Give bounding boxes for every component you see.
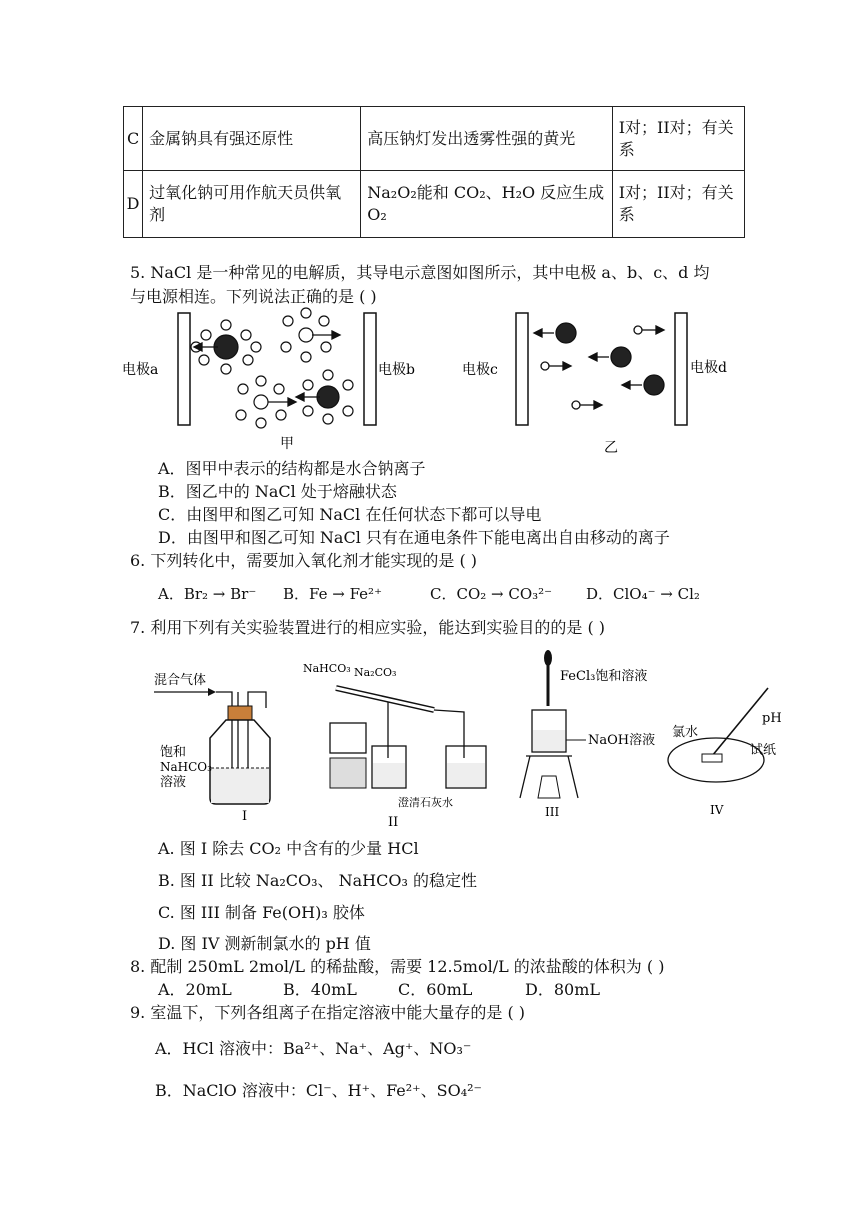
judgement: I对；II对；有关系 — [612, 171, 744, 238]
figure-yi-label: 乙 — [604, 440, 618, 455]
sodium-ion — [556, 323, 576, 343]
comparison-table — [123, 106, 745, 238]
q7-stem: 7. 利用下列有关实验装置进行的相应实验，能达到实验目的的是 ( ) — [130, 618, 606, 637]
q6-option-d: D．ClO₄⁻ → Cl₂ — [586, 585, 700, 603]
ph-paper — [702, 754, 722, 762]
lab-stand-base — [330, 758, 366, 788]
electrode-c-plate — [516, 313, 528, 425]
apparatus-2-label: II — [388, 815, 399, 830]
q9-option-b: B．NaClO 溶液中：Cl⁻、H⁺、Fe²⁺、SO₄²⁻ — [155, 1081, 482, 1100]
apparatus-1-label: I — [242, 809, 248, 824]
q5-figure — [118, 305, 758, 455]
q6-stem: 6. 下列转化中，需要加入氧化剂才能实现的是 ( ) — [130, 551, 478, 570]
test-paper-label: 试纸 — [750, 743, 777, 758]
electrode-d-plate — [675, 313, 687, 425]
apparatus-3-label: III — [545, 805, 560, 819]
limewater-label: 澄清石灰水 — [398, 796, 453, 809]
naoh-label: NaOH溶液 — [588, 733, 656, 748]
row-letter: D — [124, 171, 143, 238]
chloride-ion — [634, 326, 642, 334]
sodium-ion — [644, 375, 664, 395]
hydrated-chloride-ion — [299, 328, 313, 342]
sodium-ion — [611, 347, 631, 367]
table-row — [124, 107, 745, 171]
ph-label: pH — [762, 711, 782, 726]
q7-option-d: D. 图 IV 测新制氯水的 pH 值 — [158, 934, 371, 953]
q7-figure — [148, 648, 798, 833]
alcohol-lamp — [330, 723, 366, 753]
tripod — [520, 756, 578, 798]
q7-option-b: B. 图 II 比较 Na₂CO₃、 NaHCO₃ 的稳定性 — [158, 871, 477, 890]
statement-2: 高压钠灯发出透雾性强的黄光 — [361, 107, 612, 171]
q9-stem: 9. 室温下，下列各组离子在指定溶液中能大量存的是 ( ) — [130, 1003, 526, 1022]
electrode-c-label: 电极c — [462, 362, 498, 378]
table-row — [124, 171, 745, 238]
apparatus-4-label: IV — [710, 803, 724, 817]
hydrated-sodium-ion — [317, 386, 339, 408]
q5-option-b: B．图乙中的 NaCl 处于熔融状态 — [158, 482, 397, 501]
electrode-a-plate — [178, 313, 190, 425]
fecl3-label: FeCl₃饱和溶液 — [560, 669, 648, 684]
rubber-stopper — [228, 706, 252, 720]
na2co3-label: Na₂CO₃ — [354, 666, 397, 679]
q8-stem: 8. 配制 250mL 2mol/L 的稀盐酸，需要 12.5mol/L 的浓盐酸的体积为 ( ) — [130, 957, 665, 976]
alcohol-lamp — [538, 776, 560, 798]
q9-option-a: A．HCl 溶液中：Ba²⁺、Na⁺、Ag⁺、NO₃⁻ — [155, 1039, 472, 1058]
chloride-ion — [541, 362, 549, 370]
q8-option-d: D．80mL — [525, 980, 600, 999]
q5-stem-line1: 5. NaCl 是一种常见的电解质，其导电示意图如图所示，其中电极 a、b、c、d 均 — [130, 263, 710, 282]
q5-option-a: A．图甲中表示的结构都是水合钠离子 — [158, 459, 426, 478]
electrode-d-label: 电极d — [690, 360, 727, 376]
q5-stem-line2: 与电源相连。下列说法正确的是 ( ) — [130, 287, 377, 306]
q5-option-d: D．由图甲和图乙可知 NaCl 只有在通电条件下能电离出自由移动的离子 — [158, 528, 670, 547]
q6-option-c: C．CO₂ → CO₃²⁻ — [430, 585, 553, 603]
hydrated-chloride-ion — [254, 395, 268, 409]
mixed-gas-label: 混合气体 — [154, 673, 207, 688]
q5-option-c: C．由图甲和图乙可知 NaCl 在任何状态下都可以导电 — [158, 505, 542, 524]
statement-2: Na₂O₂能和 CO₂、H₂O 反应生成 O₂ — [361, 171, 612, 238]
statement-1: 过氧化钠可用作航天员供氧剂 — [143, 171, 361, 238]
nahco3-label: NaHCO₃ — [303, 662, 351, 675]
q8-option-b: B．40mL — [283, 980, 357, 999]
judgement: I对；II对；有关系 — [612, 107, 744, 171]
saturated-label-3: 溶液 — [160, 775, 187, 790]
dropper-bulb — [544, 650, 552, 666]
chlorine-water-label: 氯水 — [672, 725, 699, 740]
q8-option-c: C．60mL — [398, 980, 473, 999]
figure-jia-label: 甲 — [280, 436, 294, 452]
statement-1: 金属钠具有强还原性 — [143, 107, 361, 171]
electrode-b-plate — [364, 313, 376, 425]
q7-option-c: C. 图 III 制备 Fe(OH)₃ 胶体 — [158, 903, 365, 922]
saturated-label-2: NaHCO₃ — [160, 760, 212, 774]
q7-option-a: A. 图 I 除去 CO₂ 中含有的少量 HCl — [158, 839, 419, 858]
saturated-label-1: 饱和 — [160, 745, 187, 760]
q6-option-b: B．Fe → Fe²⁺ — [283, 585, 382, 603]
q8-option-a: A．20mL — [158, 980, 232, 999]
electrode-a-label: 电极a — [122, 362, 159, 378]
chloride-ion — [572, 401, 580, 409]
electrode-b-label: 电极b — [378, 362, 415, 378]
q6-option-a: A．Br₂ → Br⁻ — [158, 585, 257, 603]
row-letter: C — [124, 107, 143, 171]
